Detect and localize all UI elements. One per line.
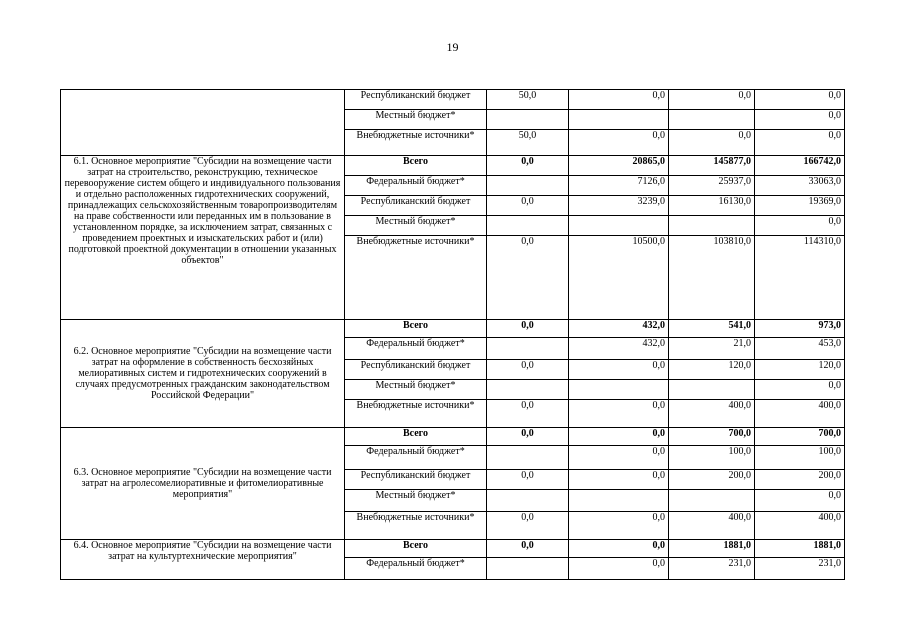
- value-cell: 100,0: [755, 446, 845, 470]
- value-cell: 0,0: [487, 320, 569, 338]
- value-cell: 120,0: [755, 360, 845, 380]
- funding-source: Местный бюджет*: [345, 110, 487, 130]
- value-cell: [487, 446, 569, 470]
- value-cell: 0,0: [569, 400, 669, 428]
- value-cell: [569, 216, 669, 236]
- value-cell: 7126,0: [569, 176, 669, 196]
- value-cell: 100,0: [669, 446, 755, 470]
- funding-source: Внебюджетные источники*: [345, 130, 487, 156]
- value-cell: 0,0: [755, 490, 845, 512]
- value-cell: 0,0: [487, 360, 569, 380]
- funding-source: Всего: [345, 320, 487, 338]
- value-cell: 0,0: [569, 130, 669, 156]
- value-cell: 0,0: [487, 512, 569, 540]
- value-cell: 0,0: [755, 90, 845, 110]
- funding-source: Республиканский бюджет: [345, 470, 487, 490]
- value-cell: 0,0: [669, 90, 755, 110]
- value-cell: 200,0: [669, 470, 755, 490]
- funding-source: Федеральный бюджет*: [345, 446, 487, 470]
- table-row: [61, 428, 845, 446]
- value-cell: 120,0: [669, 360, 755, 380]
- value-cell: [569, 110, 669, 130]
- funding-source: Республиканский бюджет: [345, 196, 487, 216]
- value-cell: 21,0: [669, 338, 755, 360]
- value-cell: 231,0: [669, 558, 755, 580]
- value-cell: 0,0: [569, 446, 669, 470]
- funding-source: Местный бюджет*: [345, 490, 487, 512]
- funding-source: Всего: [345, 428, 487, 446]
- value-cell: 0,0: [755, 216, 845, 236]
- table-row: [61, 320, 845, 338]
- activity-6-2-description: 6.2. Основное мероприятие "Субсидии на возмещение части затрат на оформление в собственность бесхозяйных мелиоративных систем и гидротехнических сооружений в случаях предусмотренных гражданским законодательством Российской Федерации": [61, 320, 345, 428]
- value-cell: 19369,0: [755, 196, 845, 216]
- value-cell: 0,0: [569, 512, 669, 540]
- value-cell: 1881,0: [669, 540, 755, 558]
- funding-source: Республиканский бюджет: [345, 90, 487, 110]
- value-cell: 0,0: [755, 380, 845, 400]
- page-number: 19: [446, 40, 459, 54]
- value-cell: 453,0: [755, 338, 845, 360]
- funding-source: Федеральный бюджет*: [345, 338, 487, 360]
- value-cell: [569, 380, 669, 400]
- value-cell: [569, 490, 669, 512]
- value-cell: [669, 490, 755, 512]
- funding-source: Внебюджетные источники*: [345, 400, 487, 428]
- value-cell: 0,0: [487, 400, 569, 428]
- funding-source: Республиканский бюджет: [345, 360, 487, 380]
- value-cell: 1881,0: [755, 540, 845, 558]
- value-cell: 20865,0: [569, 156, 669, 176]
- value-cell: [669, 216, 755, 236]
- value-cell: 50,0: [487, 90, 569, 110]
- value-cell: 16130,0: [669, 196, 755, 216]
- funding-source: Местный бюджет*: [345, 216, 487, 236]
- value-cell: 25937,0: [669, 176, 755, 196]
- value-cell: 400,0: [755, 512, 845, 540]
- value-cell: 400,0: [755, 400, 845, 428]
- value-cell: [487, 490, 569, 512]
- funding-source: Федеральный бюджет*: [345, 558, 487, 580]
- value-cell: 33063,0: [755, 176, 845, 196]
- value-cell: 400,0: [669, 400, 755, 428]
- activity-6-1-description: 6.1. Основное мероприятие "Субсидии на возмещение части затрат на строительство, реконструкцию, техническое перевооружение систем общего и индивидуального пользования и отдельно расположенных гидротехнических сооружений, принадлежащих сельскохозяйственным товаропроизводителям на праве собственности или переданных им в пользование в установленном порядке, за исключением затрат, связанных с проведением проектных и изыскательских работ и (или) подготовкой проектной документации в отношении указанных объектов": [61, 156, 345, 320]
- value-cell: 700,0: [755, 428, 845, 446]
- table-row: [61, 90, 845, 110]
- value-cell: [487, 558, 569, 580]
- value-cell: 0,0: [755, 130, 845, 156]
- value-cell: [487, 176, 569, 196]
- funding-source: Федеральный бюджет*: [345, 176, 487, 196]
- value-cell: 973,0: [755, 320, 845, 338]
- value-cell: [487, 338, 569, 360]
- funding-source: Всего: [345, 156, 487, 176]
- value-cell: [487, 380, 569, 400]
- value-cell: 166742,0: [755, 156, 845, 176]
- value-cell: 200,0: [755, 470, 845, 490]
- value-cell: 50,0: [487, 130, 569, 156]
- funding-source: Всего: [345, 540, 487, 558]
- value-cell: 0,0: [569, 90, 669, 110]
- value-cell: 432,0: [569, 320, 669, 338]
- funding-source: Внебюджетные источники*: [345, 512, 487, 540]
- value-cell: 0,0: [569, 428, 669, 446]
- funding-source: Местный бюджет*: [345, 380, 487, 400]
- value-cell: 231,0: [755, 558, 845, 580]
- value-cell: 432,0: [569, 338, 669, 360]
- value-cell: 10500,0: [569, 236, 669, 320]
- value-cell: 0,0: [569, 540, 669, 558]
- value-cell: [669, 110, 755, 130]
- value-cell: [669, 380, 755, 400]
- budget-table: [60, 89, 845, 580]
- value-cell: 0,0: [569, 558, 669, 580]
- table-row: [61, 540, 845, 558]
- value-cell: 0,0: [487, 428, 569, 446]
- activity-continuation-cell: [61, 90, 345, 156]
- value-cell: 0,0: [569, 360, 669, 380]
- value-cell: 400,0: [669, 512, 755, 540]
- value-cell: 700,0: [669, 428, 755, 446]
- value-cell: [487, 216, 569, 236]
- value-cell: 0,0: [487, 156, 569, 176]
- value-cell: 114310,0: [755, 236, 845, 320]
- activity-6-4-description: 6.4. Основное мероприятие "Субсидии на возмещение части затрат на культуртехнические мероприятия": [61, 540, 345, 580]
- value-cell: 541,0: [669, 320, 755, 338]
- table-row: [61, 156, 845, 176]
- value-cell: 0,0: [669, 130, 755, 156]
- value-cell: 0,0: [487, 470, 569, 490]
- value-cell: 0,0: [569, 470, 669, 490]
- value-cell: 0,0: [487, 540, 569, 558]
- activity-6-3-description: 6.3. Основное мероприятие "Субсидии на возмещение части затрат на агролесомелиоративные и фитомелиоративные мероприятия": [61, 428, 345, 540]
- value-cell: 0,0: [487, 196, 569, 216]
- value-cell: 0,0: [755, 110, 845, 130]
- funding-source: Внебюджетные источники*: [345, 236, 487, 320]
- value-cell: 0,0: [487, 236, 569, 320]
- value-cell: 3239,0: [569, 196, 669, 216]
- value-cell: [487, 110, 569, 130]
- value-cell: 145877,0: [669, 156, 755, 176]
- value-cell: 103810,0: [669, 236, 755, 320]
